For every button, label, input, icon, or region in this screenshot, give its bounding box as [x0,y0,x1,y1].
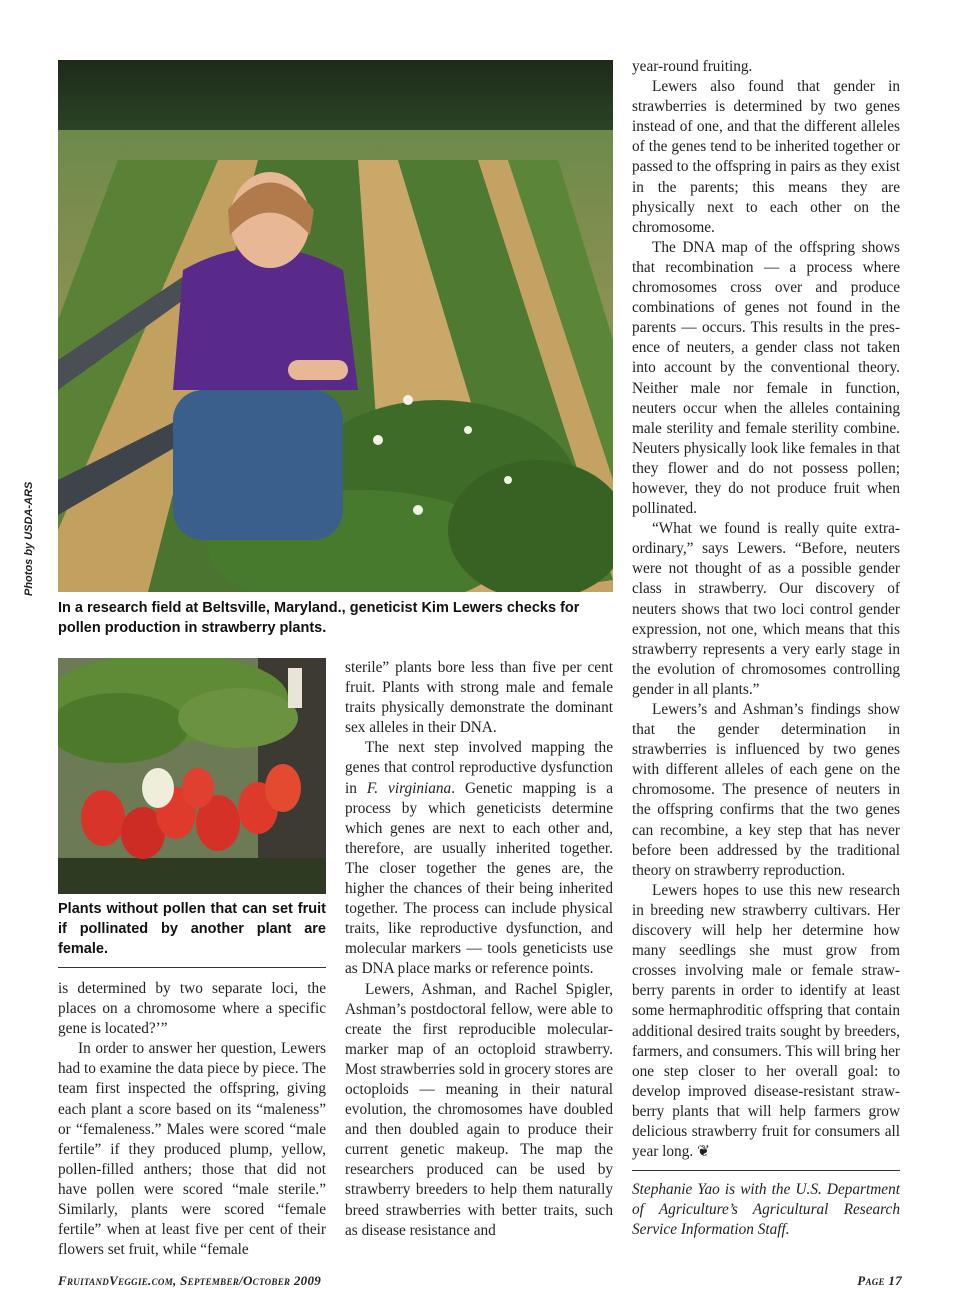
paragraph: In order to answer her question, Lewers had to examine the data piece by piece. The team first inspected the offspring, giving each plant a score based on its “maleness” or “femaleness.” Males were scored “male fertile” if they produced plump, yellow, pollen-filled anthers; those that did not have pollen were scored “male sterile.” Similarly, plants were scored “female fertile” when at least five per cent of their flowers set fruit, while “female [58,1040,326,1259]
author-bio: Stephanie Yao is with the U.S. Department of Agriculture’s Agricultural Research Service Information Staff. [632,1181,900,1238]
paragraph: year-round fruiting. [632,58,753,75]
paragraph [345,738,613,979]
paragraph: is determined by two separate loci, the places on a chromosome where a specific gene is located?’” [58,980,326,1038]
species-name: F. virginiana [366,779,452,797]
footer-page-number: Page 17 [857,1273,902,1288]
bio-divider [632,1170,900,1171]
strawberry-fruit-photo [58,658,326,894]
paragraph: Lewers’s and Ashman’s findings show that the gender determination in strawberries is influenced by two genes with different alleles of each gene on the chromosome. The presence of neuters in the offspring confirms that the two genes can recombine, a key step that has never before been addressed by the traditional theory on strawberry reproduction. [632,701,900,879]
caption-divider [58,967,326,968]
text-run: . Genetic mapping is a process by which geneticists determine which genes are next to each other and, therefore, are usually inherited together. The closer together the genes are, the higher the chances of their being inherited together. The process can include physical traits, like reproductive dysfunction, and molecular markers — tools geneticists use as DNA place marks or reference points. [345,779,614,978]
paragraph: sterile” plants bore less than five per cent fruit. Plants with strong male and female traits physically demonstrate the dominant sex alleles in their DNA. [345,659,613,737]
paragraph: Lewers, Ashman, and Rachel Spigler, Ashman’s postdoctoral fellow, were able to create the first reproducible molecular-marker map of an octoploid strawberry. Most strawberries sold in grocery stores are octoploids — meaning in their natural evolution, the chromosomes have doubled and then doubled again to produce their current genetic makeup. The map the researchers produced can be used by strawberry breeders to help them naturally breed strawberries with better traits, such as disease resistance and [345,980,613,1239]
article-column-1 [58,979,326,1260]
footer-publication: FruitandVeggie.com, September/October 2009 [58,1273,322,1288]
main-photo-researcher-field [58,60,613,592]
article-column-3 [632,57,900,1162]
paragraph: Lewers also found that gender in strawberries is determined by two genes instead of one, and that the different alleles of the genes tend to be inherited together or passed to the offspring in pairs as they exist in the parents; this means they are physically next to each other on the chromosome. [632,78,900,236]
text-run: The next step involved mapping the genes that control reproductive dysfunction in [345,739,613,797]
photo-credit: Photos by USDA-ARS [23,481,35,596]
fruit-photo-caption: Plants without pollen that can set fruit if pollinated by another plant are female. [58,901,326,957]
paragraph: “What we found is really quite extraordinary,” says Lewers. “Before, neuters were not thought of as a possible gender class in strawberry. Our discovery of neuters shows that two loci control gender expression, not one, which means that this strawberry represents a very early stage in the evolution of chromosomes controlling gender in all plants.” [632,520,900,698]
paragraph: Lewers hopes to use this new research in breeding new strawberry cultivars. Her discovery will help her determine how many seedlings she must grow from crosses involving male or female strawberry parents in order to identify at least some hermaphroditic offspring that contain additional desired traits sought by breeders, farmers, and consumers. This will bring her one step closer to her overall goal: to develop improved disease-resistant strawberry plants that will help farmers grow delicious strawberry fruit for consumers all year long. ❦ [632,881,900,1161]
article-column-2 [345,658,613,1241]
main-photo-caption: In a research field at Beltsville, Maryland., geneticist Kim Lewers checks for pollen production in strawberry plants. [58,600,580,636]
paragraph: The DNA map of the offspring shows that recombination — a process where chromosomes cross over and produce combinations of genes not found in the parents — occurs. This results in the presence of neuters, a gender class not taken into account by the conventional theory. Neither male nor female in function, neuters occur when the alleles containing male sterility and female sterility combine. Neuters physically look like females in that they flower and do not possess pollen; however, they do not produce fruit when pollinated. [632,238,900,518]
